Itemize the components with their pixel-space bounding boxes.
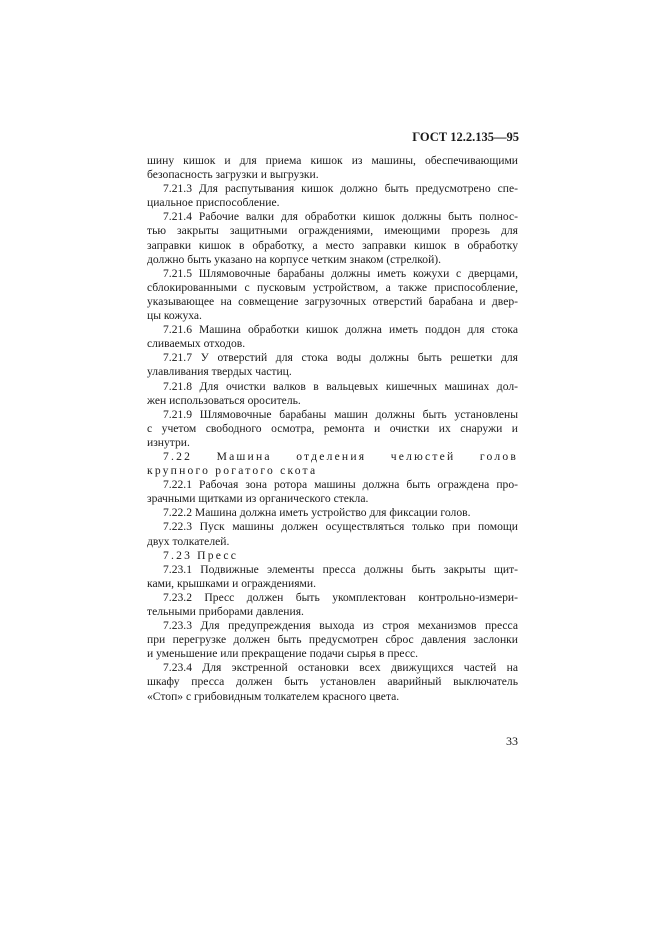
text-line: 7.21.9 Шлямовочные барабаны машин должны быть установлены	[163, 407, 518, 421]
text-line: 7.21.3 Для распутывания кишок должно быть предусмотрено спе-	[163, 182, 518, 196]
text-line: «Стоп» с грибовидным толкателем красного цвета.	[147, 689, 400, 703]
text-line: жен использоваться ороситель.	[147, 393, 301, 407]
text-line: должно быть указано на корпусе четким знаком (стрелкой).	[147, 252, 442, 266]
text-line: заправки кишок в обработку, а место заправки кишок в обработку	[147, 238, 518, 252]
text-line: 7.23.1 Подвижные элементы пресса должны быть закрыты щит-	[163, 562, 518, 576]
text-line: улавливания твердых частиц.	[147, 365, 292, 379]
text-line: крупного рогатого скота	[147, 464, 318, 478]
text-line: сблокированными с пусковым устройством, а также приспособление,	[147, 280, 518, 294]
text-line: зрачными щитками из органического стекла.	[147, 492, 369, 506]
text-line: при перегрузке должен быть предусмотрен сброс давления заслонки	[147, 633, 518, 647]
text-line: 7.21.6 Машина обработки кишок должна иметь поддон для стока	[163, 323, 518, 337]
text-line: циальное приспособление.	[147, 196, 280, 210]
text-line: тельными приборами давления.	[147, 605, 304, 618]
text-line: и уменьшение или прекращение подачи сырья в пресс.	[147, 647, 419, 661]
text-line: ками, крышками и ограждениями.	[147, 576, 316, 590]
text-line: безопасность загрузки и выгрузки.	[147, 168, 319, 182]
text-line: 7.23.2 Пресс должен быть укомплектован контрольно-измери-	[163, 590, 518, 604]
text-line: 7.22.2 Машина должна иметь устройство для фиксации голов.	[163, 506, 471, 520]
document-code-header: ГОСТ 12.2.135—95	[412, 130, 519, 144]
text-line: с учетом свободного осмотра, ремонта и очистки их снаружи и	[147, 421, 518, 435]
text-line: тью закрыты защитными ограждениями, имеющими прорезь для	[147, 224, 518, 238]
text-line: 7.21.8 Для очистки валков в вальцевых кишечных машинах дол-	[163, 379, 518, 393]
text-line: 7.23.3 Для предупреждения выхода из строя механизмов пресса	[163, 619, 518, 633]
text-line: 7.21.5 Шлямовочные барабаны должны иметь кожухи с дверцами,	[163, 266, 518, 280]
text-line: двух толкателей.	[147, 534, 230, 548]
text-line: 7.22 Машина отделения челюстей голов	[163, 449, 518, 463]
text-line: 7.21.7 У отверстий для стока воды должны быть решетки для	[163, 351, 518, 365]
text-line: 7.23 Пресс	[163, 548, 239, 562]
text-line: сливаемых отходов.	[147, 337, 246, 351]
text-line: 7.22.1 Рабочая зона ротора машины должна быть ограждена про-	[163, 478, 518, 492]
text-line: цы кожуха.	[147, 309, 202, 323]
text-line: указывающее на совмещение загрузочных отверстий барабана и двер-	[147, 294, 518, 308]
text-line: шину кишок и для приема кишок из машины, обеспечивающими	[147, 154, 518, 167]
body-text	[147, 154, 518, 704]
text-line: шкафу пресса должен быть установлен аварийный выключатель	[147, 675, 518, 689]
text-line: 7.22.3 Пуск машины должен осуществляться только при помощи	[163, 520, 518, 534]
text-line: 7.23.4 Для экстренной остановки всех движущихся частей на	[163, 661, 518, 675]
page-number: 33	[506, 734, 518, 748]
text-line: изнутри.	[147, 435, 190, 449]
text-line: 7.21.4 Рабочие валки для обработки кишок должны быть полнос-	[163, 210, 518, 224]
